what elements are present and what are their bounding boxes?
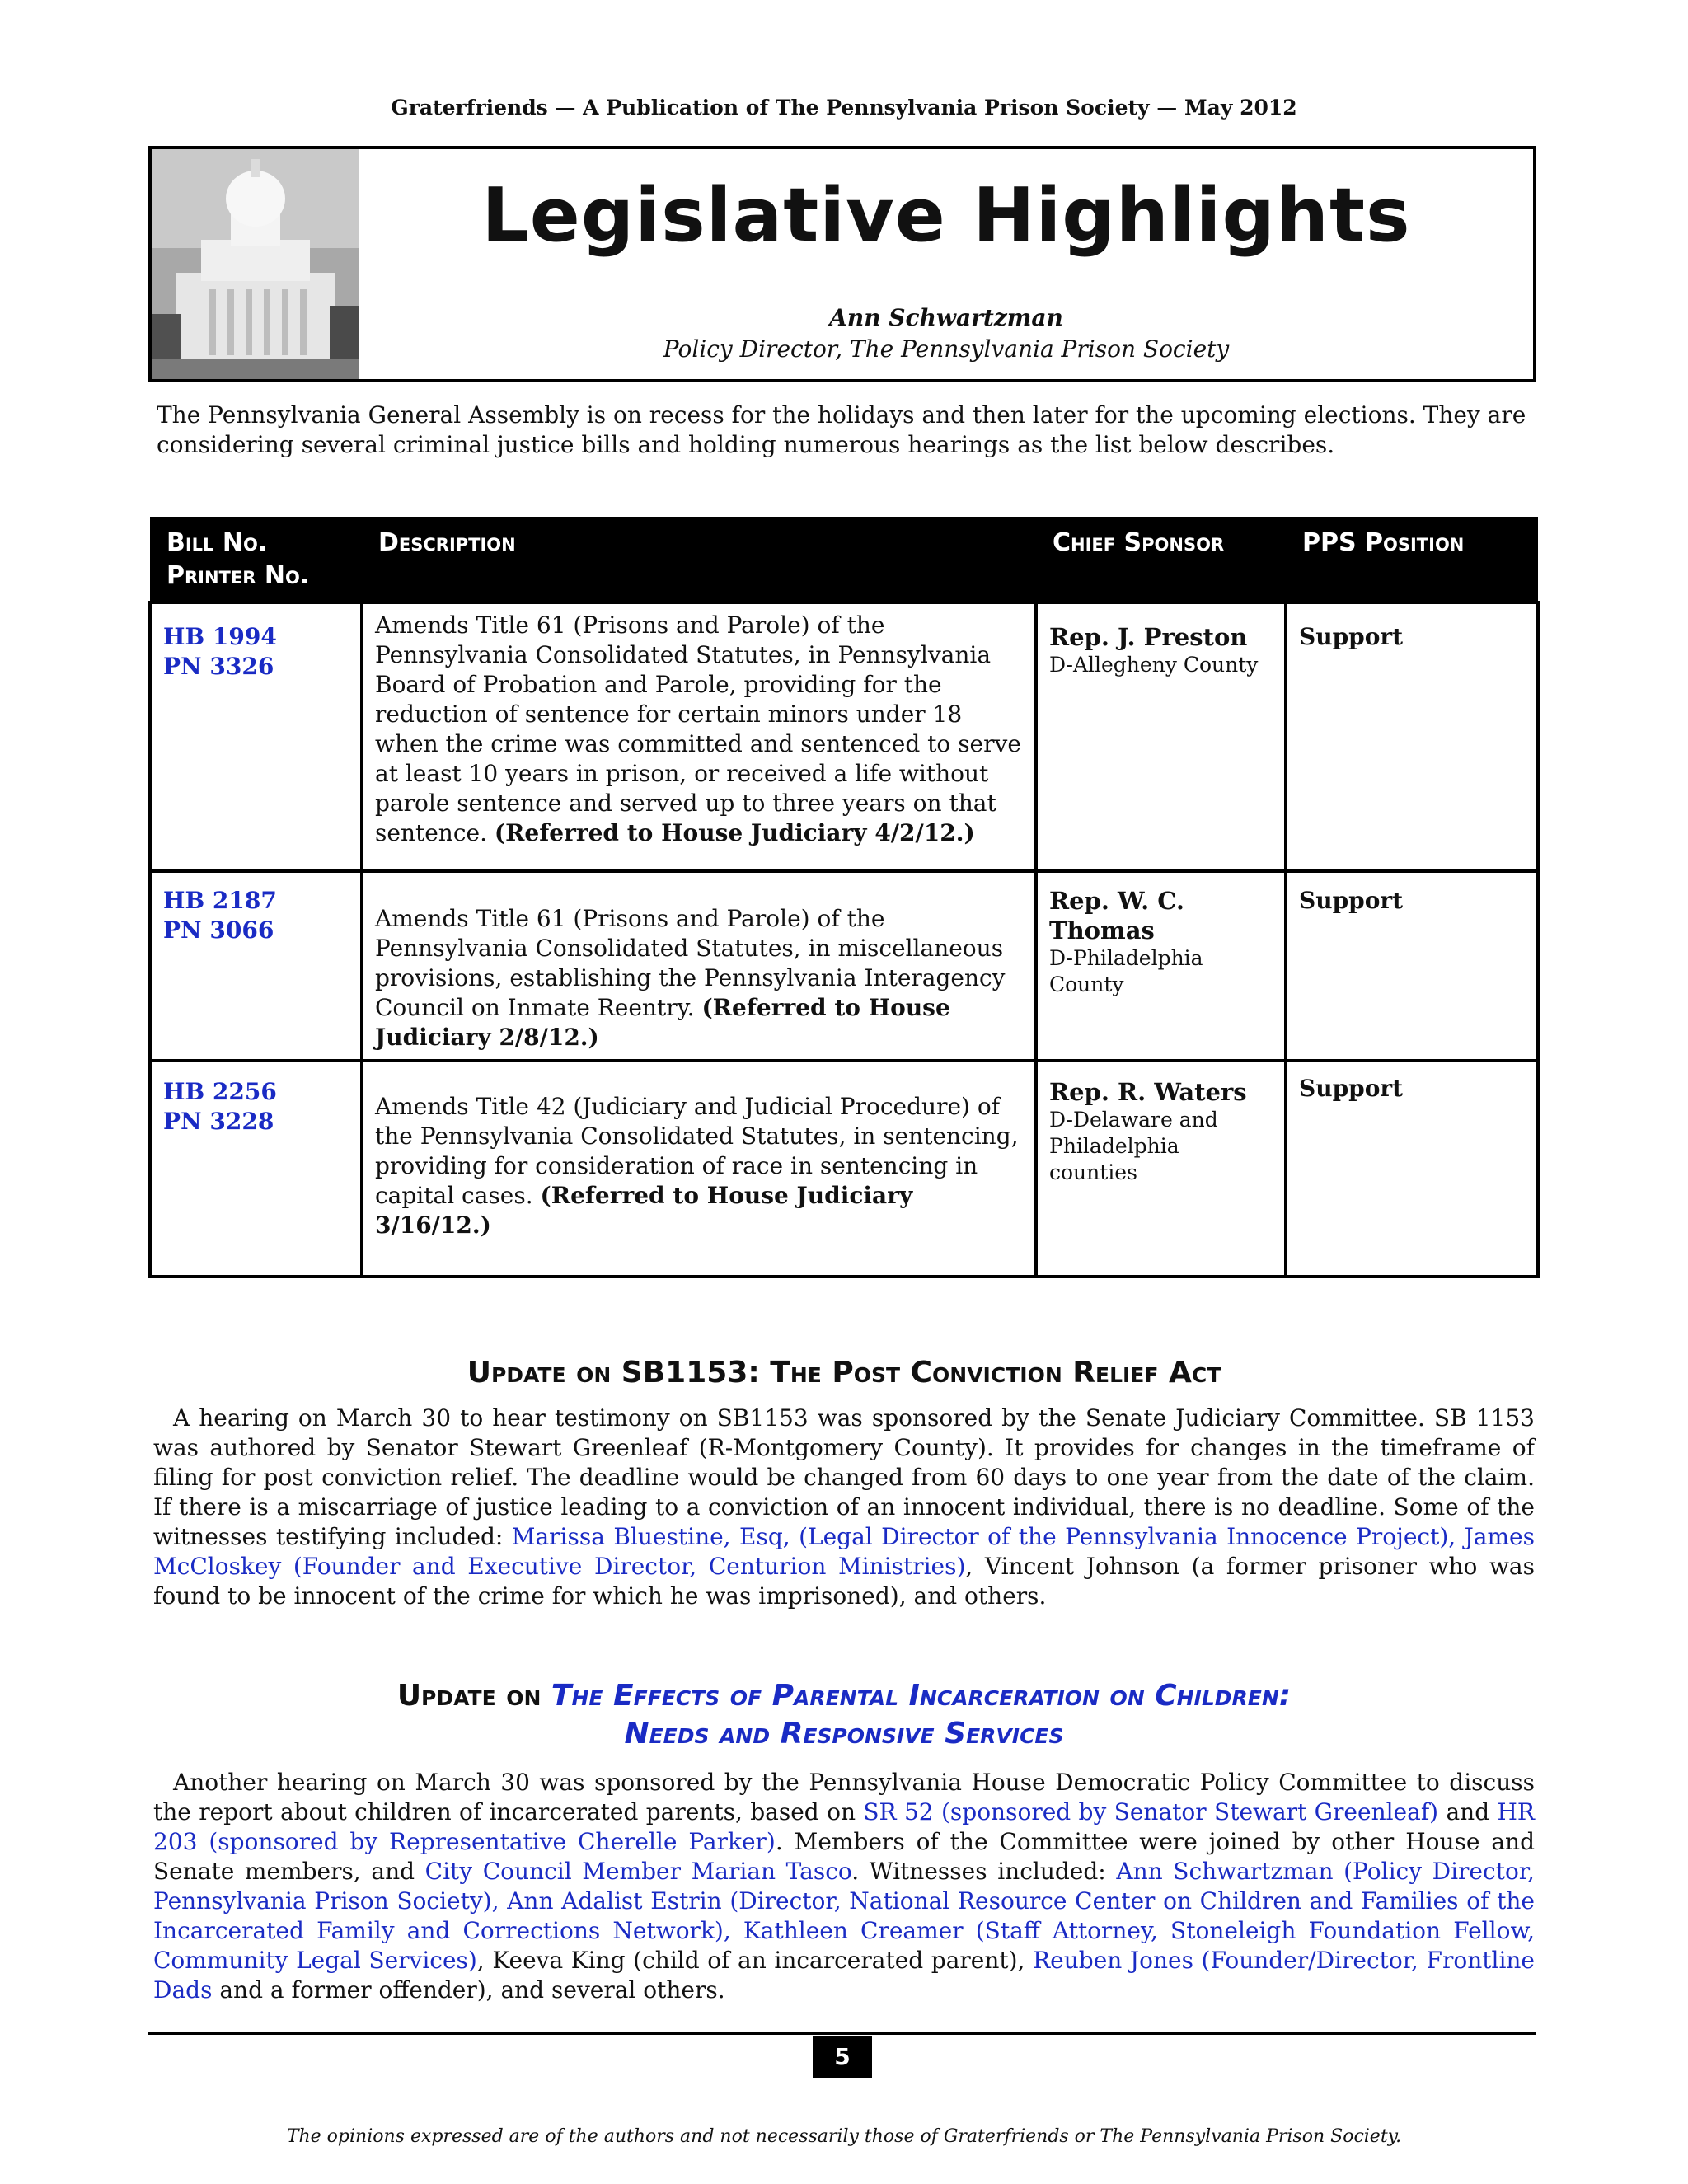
bill-cell xyxy=(150,602,362,871)
sponsor-area: D-Philadelphia County xyxy=(1049,946,1203,996)
printer-number-link[interactable]: PN 3066 xyxy=(163,916,274,944)
witnesses-link[interactable]: Ann Schwartzman (Policy Director, Pennsylvania Prison Society), Ann Adalist Estrin (Director, National Resource Center on Children and Families of the Incarcerated Family and Corrections Network), Kathleen Creamer (Staff Attorney, Stoneleigh Foundation Fellow, Community Legal Services) xyxy=(153,1858,1536,1974)
footer-rule xyxy=(148,2032,1536,2035)
table-row xyxy=(150,602,1538,871)
printer-number-link[interactable]: PN 3326 xyxy=(163,653,274,680)
bill-cell xyxy=(150,871,362,1061)
pps-position: Support xyxy=(1299,623,1404,650)
hr203-link[interactable]: HR 203 (sponsored by Representative Cherelle Parker) xyxy=(153,1798,1535,1855)
sponsor-cell xyxy=(1036,871,1286,1061)
sb1153-paragraph: A hearing on March 30 to hear testimony on SB1153 was sponsored by the Senate Judiciary Committee. SB 1153 was authored by Senator Stewart Greenleaf (R-Montgomery County). It provides for changes in the timeframe of filing for post conviction relief. The deadline would be changed from 60 days to one year from the date of the claim. If there is a miscarriage of justice leading to a conviction of an innocent individual, there is no deadline. Some of the witnesses testifying included: Marissa Bluestine, Esq, (Legal Director of the Pennsylvania Innocence Project), James McCloskey (Founder and Executive Director, Centurion Ministries), Vincent Johnson (a former prisoner who was found to be innocent of the crime for which he was imprisoned), and others. xyxy=(153,1404,1535,1610)
section-heading-sb1153: Update on SB1153: The Post Conviction Relief Act xyxy=(467,1356,1221,1390)
sponsor-cell xyxy=(1036,1061,1286,1277)
header-pps-position: PPS Position xyxy=(1286,517,1538,602)
author-name: Ann Schwartzman xyxy=(829,304,1063,331)
sponsor-area: D-Delaware and Philadelphia counties xyxy=(1049,1108,1218,1184)
position-cell xyxy=(1286,1061,1538,1277)
table-row xyxy=(150,871,1538,1061)
description-cell: Amends Title 42 (Judiciary and Judicial Procedure) of the Pennsylvania Consolidated Statutes, in sentencing, providing for consideration of race in sentencing in capital cases. (Referred to House Judiciary 3/16/12.) xyxy=(362,1061,1036,1277)
section-heading-parental-incarceration: Update on The Effects of Parental Incarceration on Children: Needs and Responsive Services xyxy=(396,1679,1292,1750)
report-title-link[interactable]: The Effects of Parental Incarceration on Children: xyxy=(551,1679,1292,1713)
table-row xyxy=(150,1061,1538,1277)
position-cell xyxy=(1286,871,1538,1061)
page-number: 5 xyxy=(813,2036,872,2078)
frontline-dads-link[interactable]: Reuben Jones (Founder/Director, Frontline Dads xyxy=(153,1947,1536,2004)
sr52-link[interactable]: SR 52 (sponsored by Senator Stewart Greenleaf) xyxy=(863,1798,1439,1825)
description-cell: Amends Title 61 (Prisons and Parole) of the Pennsylvania Consolidated Statutes, in Pennsylvania Board of Probation and Parole, providing for the reduction of sentence for certain minors under 18 when the crime was committed and sentenced to serve at least 10 years in prison, or received a life without parole sentence and served up to three years on that sentence. (Referred to House Judiciary 4/2/12.) xyxy=(362,602,1036,871)
intro-paragraph: The Pennsylvania General Assembly is on recess for the holidays and then later for the upcoming elections. They are considering several criminal justice bills and holding numerous hearings as the list below describes. xyxy=(157,401,1526,458)
sponsor-name: Rep. J. Preston xyxy=(1049,623,1248,651)
pps-position: Support xyxy=(1299,1075,1404,1102)
capitol-building-photo xyxy=(152,149,359,379)
pps-position: Support xyxy=(1299,887,1404,914)
footer-disclaimer: The opinions expressed are of the authors and not necessarily those of Graterfriends or The Pennsylvania Prison Society. xyxy=(286,2126,1402,2147)
council-member-link[interactable]: City Council Member Marian Tasco xyxy=(424,1858,852,1885)
description-cell: Amends Title 61 (Prisons and Parole) of the Pennsylvania Consolidated Statutes, in miscellaneous provisions, establishing the Pennsylvania Interagency Council on Inmate Reentry. (Referred to House Judiciary 2/8/12.) xyxy=(362,871,1036,1061)
referred-status: (Referred to House Judiciary 3/16/12.) xyxy=(375,1182,913,1239)
witnesses-link[interactable]: Marissa Bluestine, Esq, (Legal Director of the Pennsylvania Innocence Project), James McCloskey (Founder and Executive Director, Centurion Ministries) xyxy=(153,1523,1535,1580)
header-chief-sponsor: Chief Sponsor xyxy=(1036,517,1286,602)
author-role: Policy Director, The Pennsylvania Prison Society xyxy=(663,335,1230,363)
position-cell xyxy=(1286,602,1538,871)
bills-table xyxy=(148,517,1540,1278)
bill-cell xyxy=(150,1061,362,1277)
bill-number-link[interactable]: HB 1994 xyxy=(163,623,277,650)
printer-number-link[interactable]: PN 3228 xyxy=(163,1108,274,1135)
running-head: Graterfriends — A Publication of The Pennsylvania Prison Society — May 2012 xyxy=(391,96,1297,120)
parental-incarceration-paragraph: Another hearing on March 30 was sponsored by the Pennsylvania House Democratic Policy Committee to discuss the report about children of incarcerated parents, based on SR 52 (sponsored by Senator Stewart Greenleaf) and HR 203 (sponsored by Representative Cherelle Parker). Members of the Committee were joined by other House and Senate members, and City Council Member Marian Tasco. Witnesses included: Ann Schwartzman (Policy Director, Pennsylvania Prison Society), Ann Adalist Estrin (Director, National Resource Center on Children and Families of the Incarcerated Family and Corrections Network), Kathleen Creamer (Staff Attorney, Stoneleigh Foundation Fellow, Community Legal Services), Keeva King (child of an incarcerated parent), Reuben Jones (Founder/Director, Frontline Dads and a former offender), and several others. xyxy=(153,1769,1536,2004)
sponsor-name: Rep. W. C. Thomas xyxy=(1049,887,1184,944)
masthead xyxy=(148,146,1536,382)
report-subtitle-link[interactable]: Needs and Responsive Services xyxy=(624,1717,1064,1750)
header-bill-number: Bill No. Printer No. xyxy=(150,517,362,602)
page-title: Legislative Highlights xyxy=(481,172,1411,259)
bill-number-link[interactable]: HB 2256 xyxy=(163,1078,277,1105)
bill-number-link[interactable]: HB 2187 xyxy=(163,887,277,914)
sponsor-cell xyxy=(1036,602,1286,871)
header-description: Description xyxy=(362,517,1036,602)
sponsor-name: Rep. R. Waters xyxy=(1049,1078,1247,1106)
referred-status: (Referred to House Judiciary 4/2/12.) xyxy=(494,819,975,846)
referred-status: (Referred to House Judiciary 2/8/12.) xyxy=(375,994,950,1051)
sponsor-area: D-Allegheny County xyxy=(1049,653,1259,677)
table-header-row xyxy=(150,517,1538,602)
